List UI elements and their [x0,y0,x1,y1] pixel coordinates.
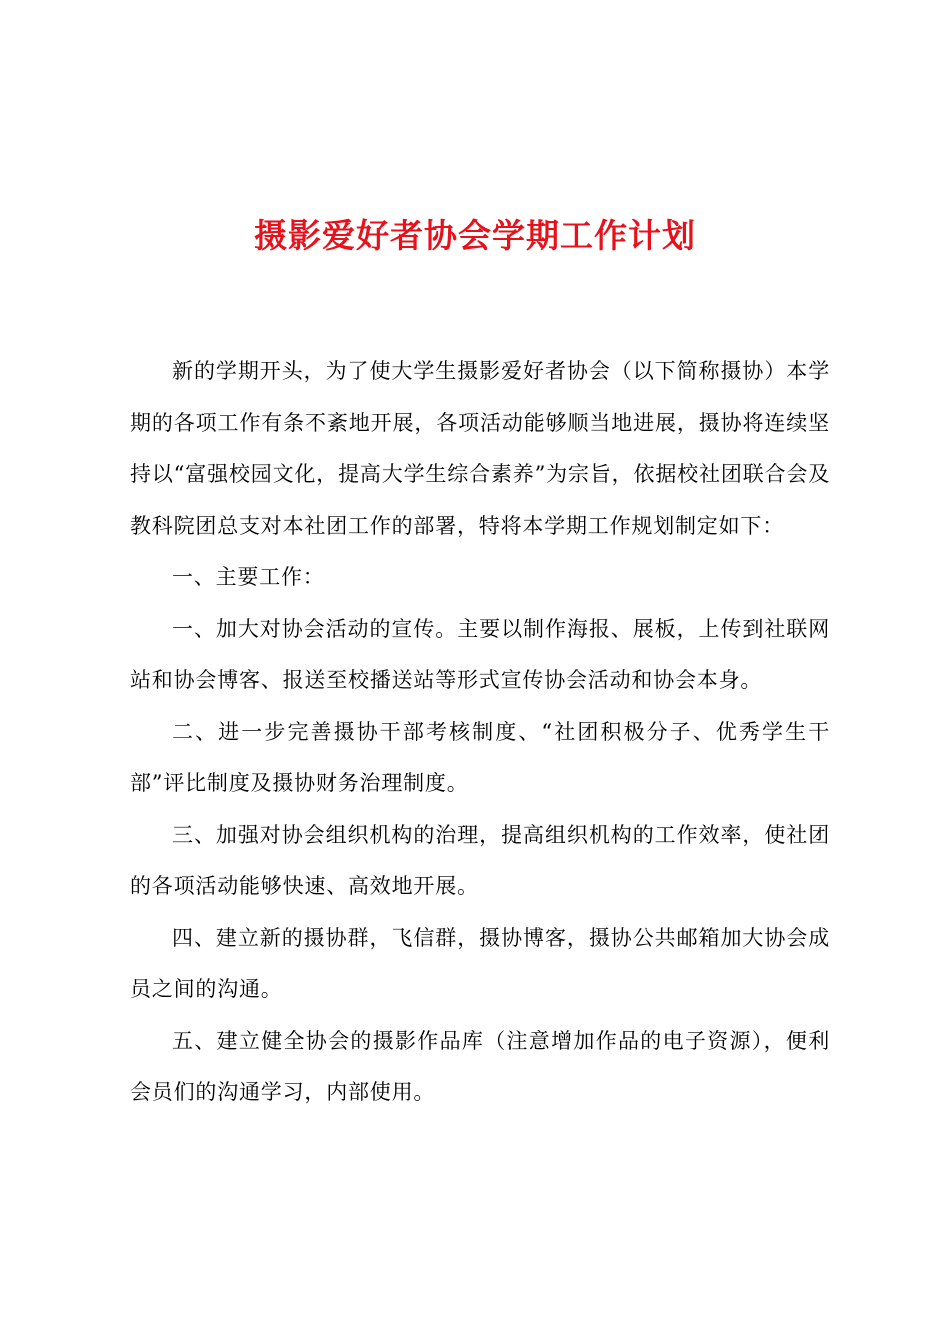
paragraph-item-3: 三、加强对协会组织机构的治理，提高组织机构的工作效率，使社团的各项活动能够快速、高效地开展。 [130,822,830,898]
paragraph-item-5: 五、建立健全协会的摄影作品库（注意增加作品的电子资源），便利会员们的沟通学习，内部使用。 [130,1028,830,1104]
paragraph-item-1: 一、加大对协会活动的宣传。主要以制作海报、展板，上传到社联网站和协会博客、报送至校播送站等形式宣传协会活动和协会本身。 [130,616,830,692]
document-title: 摄影爱好者协会学期工作计划 [254,216,696,255]
paragraph-intro: 新的学期开头，为了使大学生摄影爱好者协会（以下简称摄协）本学期的各项工作有条不紊地开展，各项活动能够顺当地进展，摄协将连续坚持以“富强校园文化，提高大学生综合素养”为宗旨，依据校社团联合会及教科院团总支对本社团工作的部署，特将本学期工作规划制定如下： [130,359,830,538]
paragraph-section-heading: 一、主要工作： [172,565,325,589]
paragraph-item-2: 二、进一步完善摄协干部考核制度、“社团积极分子、优秀学生干部”评比制度及摄协财务治理制度。 [130,719,830,795]
document-body [130,346,830,1119]
paragraph-item-4: 四、建立新的摄协群，飞信群，摄协博客，摄协公共邮箱加大协会成员之间的沟通。 [130,925,830,1001]
